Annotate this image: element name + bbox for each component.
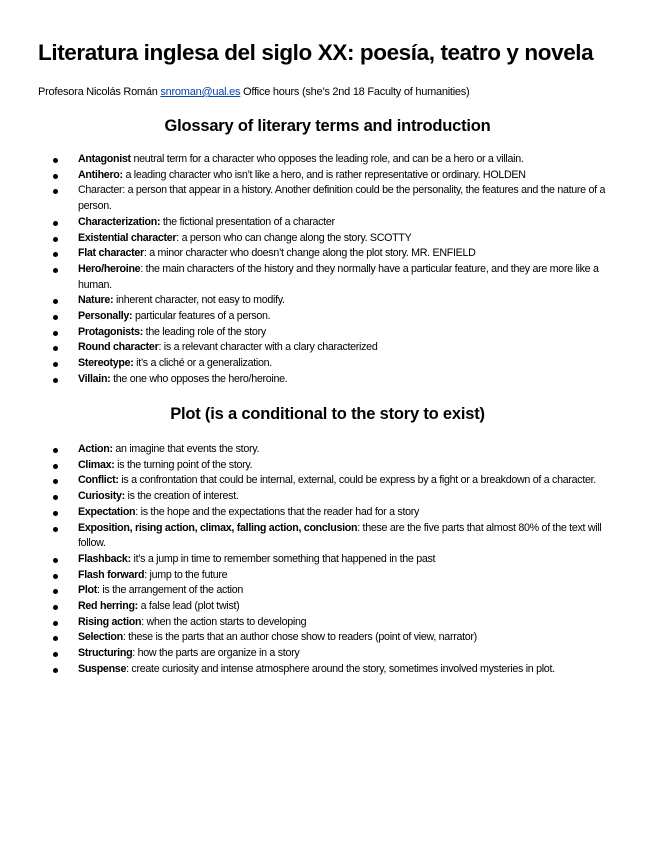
term-definition: Character: a person that appear in a history. Another definition could be the personality, the features and the nature of a person.: [78, 184, 606, 213]
list-item: [50, 646, 620, 662]
term-label: Rising action: [78, 615, 142, 628]
list-item: [50, 505, 620, 521]
list-item: [50, 372, 620, 388]
list-item: [50, 262, 620, 293]
term-definition: inherent character, not easy to modify.: [113, 294, 285, 307]
term-label: Flash forward: [78, 568, 145, 581]
term-definition: : these is the parts that an author chose show to readers (point of view, narrator): [122, 631, 477, 644]
term-definition: it’s a cliché or a generalization.: [133, 357, 272, 370]
term-definition: particular features of a person.: [132, 310, 271, 323]
list-item: [50, 489, 620, 505]
list-item: [50, 630, 620, 646]
term-definition: is the turning point of the story.: [114, 458, 253, 471]
term-label: Curiosity:: [78, 490, 125, 503]
term-label: Personally:: [78, 310, 133, 323]
term-label: Existential character: [78, 231, 177, 244]
glossary-list: [50, 152, 620, 388]
term-definition: : a minor character who doesn’t change along the plot story. MR. ENFIELD: [143, 247, 476, 260]
list-item: [50, 246, 620, 262]
term-label: Action:: [78, 443, 113, 455]
term-label: Red herring:: [78, 600, 138, 613]
term-label: Antihero:: [78, 168, 123, 181]
professor-name: Profesora Nicolás Román: [38, 86, 158, 98]
term-definition: the fictional presentation of a character: [160, 215, 335, 228]
list-item: [50, 583, 620, 599]
list-item: [50, 215, 620, 231]
list-item: [50, 152, 620, 168]
term-definition: : the main characters of the history and they normally have a particular feature, and they are more like a human.: [78, 262, 599, 291]
term-definition: the leading role of the story: [142, 325, 266, 338]
list-item: [50, 325, 620, 341]
term-label: Protagonists:: [78, 325, 143, 338]
term-definition: is the creation of interest.: [124, 490, 239, 503]
term-definition: : when the action starts to developing: [141, 615, 307, 628]
list-item: [50, 458, 620, 474]
term-definition: is a confrontation that could be internal, external, could be express by a fight or a breakdown of a character.: [118, 474, 596, 487]
term-label: Nature:: [78, 294, 114, 307]
list-item: [50, 168, 620, 184]
glossary-heading: Glossary of literary terms and introduction: [164, 117, 491, 135]
term-label: Selection: [78, 631, 123, 644]
course-info: [38, 86, 469, 98]
term-label: Round character: [78, 341, 159, 354]
page-title: Literatura inglesa del siglo XX: poesía, teatro y novela: [38, 40, 594, 65]
list-item: [50, 552, 620, 568]
list-item: [50, 615, 620, 631]
term-label: Plot: [78, 584, 97, 597]
term-definition: : jump to the future: [144, 568, 228, 581]
list-item: [50, 662, 620, 678]
term-definition: a false lead (plot twist): [137, 600, 240, 613]
list-item: [50, 568, 620, 584]
list-item: [50, 309, 620, 325]
term-label: Exposition, rising action, climax, falling action, conclusion: [78, 521, 358, 534]
term-definition: neutral term for a character who opposes the leading role, and can be a hero or a villain.: [130, 153, 524, 165]
term-label: Stereotype:: [78, 357, 134, 370]
term-label: Suspense: [78, 662, 127, 675]
list-item: [50, 293, 620, 309]
term-definition: an imagine that events the story.: [112, 443, 260, 455]
term-label: Antagonist: [78, 153, 131, 165]
term-label: Hero/heroine: [78, 262, 141, 275]
term-definition: : a person who can change along the story. SCOTTY: [176, 231, 412, 244]
list-item: [50, 183, 620, 214]
term-definition: : is a relevant character with a clary characterized: [158, 341, 378, 354]
term-definition: : create curiosity and intense atmosphere around the story, sometimes involved mysteries in plot.: [126, 662, 555, 675]
term-definition: : is the hope and the expectations that the reader had for a story: [135, 505, 420, 518]
list-item: [50, 473, 620, 489]
term-label: Conflict:: [78, 474, 119, 487]
term-definition: it’s a jump in time to remember something that happened in the past: [130, 552, 436, 565]
term-definition: : is the arrangement of the action: [97, 584, 244, 597]
list-item: [50, 521, 620, 552]
list-item: [50, 599, 620, 615]
office-hours: Office hours (she’s 2nd 18 Faculty of humanities): [243, 86, 470, 98]
term-label: Villain:: [78, 372, 111, 385]
term-label: Flashback:: [78, 552, 131, 565]
term-definition: the one who opposes the hero/heroine.: [110, 372, 288, 385]
term-label: Expectation: [78, 505, 136, 518]
list-item: [50, 231, 620, 247]
term-label: Characterization:: [78, 215, 161, 228]
term-definition: : these are the five parts that almost 80% of the text will follow.: [78, 521, 602, 550]
list-item: [50, 442, 620, 458]
term-label: Flat character: [78, 247, 144, 260]
term-label: Climax:: [78, 458, 115, 471]
list-item: [50, 356, 620, 372]
plot-list: [50, 442, 620, 678]
plot-heading: Plot (is a conditional to the story to exist): [170, 405, 485, 423]
term-definition: a leading character who isn’t like a hero, and is rather representative or ordinary. HOLDEN: [122, 168, 526, 181]
term-definition: : how the parts are organize in a story: [132, 647, 300, 660]
list-item: [50, 340, 620, 356]
term-label: Structuring: [78, 647, 133, 660]
email-link[interactable]: snroman@ual.es: [160, 86, 241, 98]
